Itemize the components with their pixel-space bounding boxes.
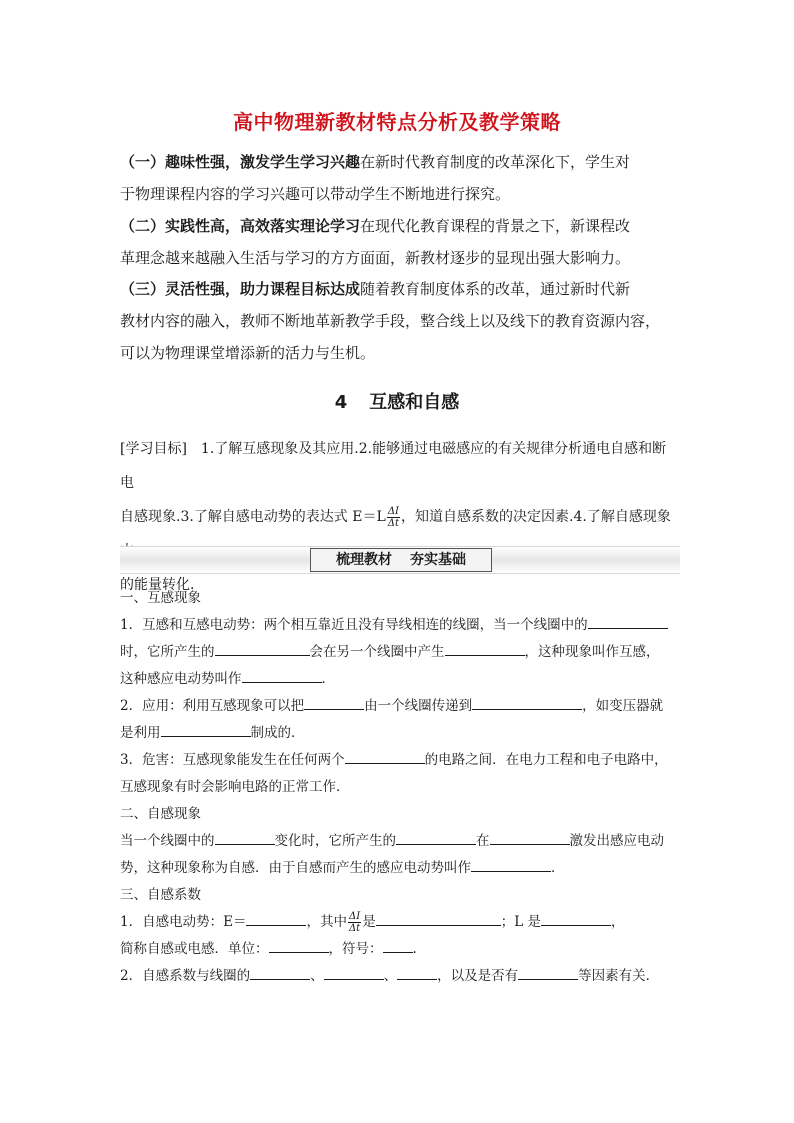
- fill-blank[interactable]: [588, 612, 668, 629]
- lesson-title: [0, 388, 794, 414]
- fill-blank[interactable]: [269, 936, 329, 953]
- fill-blank[interactable]: [242, 666, 322, 683]
- fill-blank[interactable]: [246, 909, 306, 926]
- intro-paragraph-3: （三）灵活性强，助力课程目标达成随着教育制度体系的改革，通过新时代新 教材内容的融入，教师不断地革新教学手段，整合线上以及线下的教育资源内容， 可以为物理课堂增添新的活力与生机。: [120, 280, 661, 362]
- fill-blank[interactable]: [324, 963, 384, 980]
- fill-blank[interactable]: [215, 639, 310, 656]
- fill-blank[interactable]: [383, 936, 413, 953]
- fill-blank[interactable]: [445, 639, 525, 656]
- fill-blank[interactable]: [541, 909, 611, 926]
- intro-heading: （一）趣味性强，激发学生学习兴趣: [120, 153, 361, 171]
- fill-blank[interactable]: [304, 693, 364, 710]
- section-heading: 二、自感现象: [120, 806, 201, 822]
- fill-blank[interactable]: [518, 963, 578, 980]
- fill-blank[interactable]: [472, 693, 582, 710]
- fill-blank[interactable]: [490, 828, 570, 845]
- lesson-number: 4: [334, 392, 348, 413]
- intro-heading: （二）实践性高，高效落实理论学习: [120, 217, 361, 235]
- fill-blank[interactable]: [345, 747, 425, 764]
- page-title: 高中物理新教材特点分析及教学策略: [233, 110, 561, 134]
- section-1-mutual-induction: 一、互感现象 1．互感和互感电动势：两个相互靠近且没有导线相连的线圈，当一个线圈中的 时，它所产生的 会在另一个线圈中产生 ，这种现象叫作互感， 这种感应电动势叫作 ． 2．应用：利用互感现象可以把 由一个线圈传递到 ，如变压器就 是利用 制成的． 3．危害：互感现象能发生在任何两个 的电路之间．在电力工程和电子电路中， 互感现象有时会影响电路的正常工作． 二、自感现象 当一个线圈中的 变化时，它所产生的 在 激发出感应电动 势，这种现象称为自感．由于自感而产生的感应电动势叫作 ． 三、自感系数 1．自感电动势：E＝ ，其中 $\frac{\Delta I}{\Delta t}$ 是 ；L 是 ， 简称自感或电感．单位： ，符号： . 2．自感系数与线圈的 、 、 ，以及是否有 等因素有关．: [120, 590, 668, 984]
- fill-blank[interactable]: [161, 720, 251, 737]
- section-heading: 三、自感系数: [120, 887, 201, 903]
- section-banner-label: 梳理教材 夯实基础: [310, 548, 492, 572]
- fill-blank[interactable]: [396, 828, 476, 845]
- learning-goals: [学习目标] 1.了解互感现象及其应用.2.能够通过电磁感应的有关规律分析通电自感和断电 自感现象.3.了解自感电动势的表达式 E＝L $\frac{\Delta I}{\Delta t}$ ，知道自感系数的决定因素.4.了解自感现象 的能量转化．: [120, 441, 671, 593]
- formula-fraction: $\frac{\Delta I}{\Delta t}$: [387, 505, 400, 529]
- intro-paragraph-1: （一）趣味性强，激发学生学习兴趣在新时代教育制度的改革深化下，学生对 于物理课程内容的学习兴趣可以带动学生不断地进行探究。: [120, 153, 631, 203]
- section-heading: 一、互感现象: [120, 590, 201, 606]
- fill-blank[interactable]: [376, 909, 501, 926]
- intro-heading: （三）灵活性强，助力课程目标达成: [120, 280, 361, 298]
- fill-blank[interactable]: [250, 963, 310, 980]
- fill-blank[interactable]: [471, 855, 551, 872]
- section-banner: [120, 546, 680, 574]
- fill-blank[interactable]: [397, 963, 437, 980]
- fill-blank[interactable]: [215, 828, 275, 845]
- intro-paragraph-2: （二）实践性高，高效落实理论学习在现代化教育课程的背景之下，新课程改 革理念越来越融入生活与学习的方方面面，新教材逐步的显现出强大影响力。: [120, 217, 631, 267]
- lesson-name: 互感和自感: [369, 392, 460, 413]
- formula-fraction: $\frac{\Delta I}{\Delta t}$: [348, 911, 361, 934]
